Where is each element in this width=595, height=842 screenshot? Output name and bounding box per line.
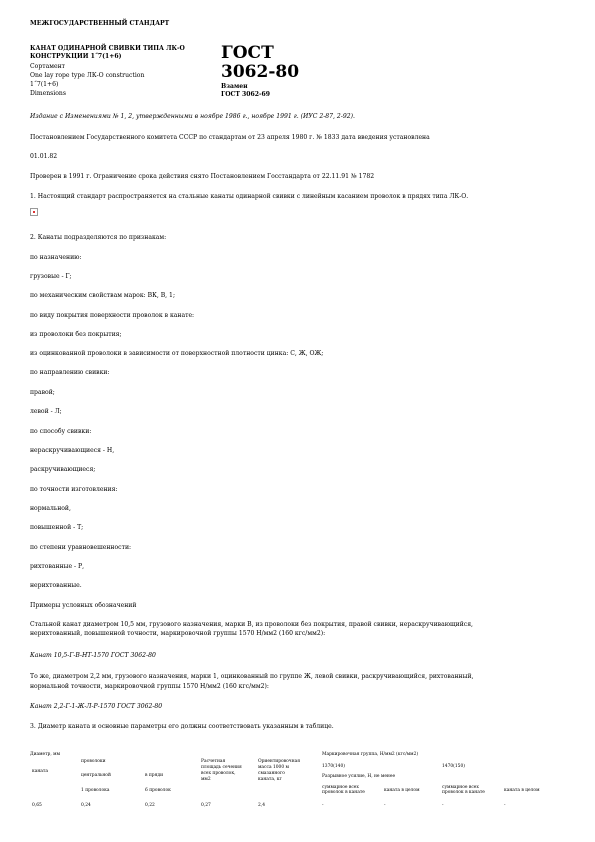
table-header-breaking-force: Разрывное усилие, Н, не менее (322, 774, 396, 779)
title-ru-subtitle: Сортамент (30, 63, 66, 70)
table-header-sum-1470-a: суммарное всех (442, 785, 479, 790)
examples-heading: Примеры условных обозначений (30, 602, 137, 609)
replace-label: Взамен (221, 83, 248, 90)
table-header-central: центральной (81, 773, 111, 778)
table-header-diameter: Диаметр, мм (30, 752, 60, 757)
list-item: раскручивающиеся; (30, 466, 96, 473)
list-item: по точности изготовления: (30, 486, 118, 493)
table-cell: 0,24 (81, 803, 91, 808)
list-item: по механическим свойствам марок: ВК, В, 1; (30, 292, 175, 299)
table-cell: - (504, 803, 506, 808)
table-header-1370: 1370(140) (322, 764, 345, 769)
table-header-sum-1470-b: проволок в канате (442, 790, 485, 795)
example-2-designation: Канат 2,2-Г-1-Ж-Л-Р-1570 ГОСТ 3062-80 (30, 703, 163, 710)
clause-1: 1. Настоящий стандарт распространяется на стальные канаты одинарной свивки с линейным касанием проволок в прядях типа ЛК-О. (30, 193, 469, 200)
table-cell: 2,4 (258, 803, 265, 808)
verification-note: Проверен в 1991 г. Ограничение срока действия снято Постановлением Госстандарта от 22.11.91 № 1782 (30, 173, 375, 180)
table-cell: 0,27 (201, 803, 211, 808)
list-item: из оцинкованной проволоки в зависимости от поверхностной плотности цинка: С, Ж, ОЖ; (30, 350, 324, 357)
table-cell: 0,65 (32, 803, 42, 808)
list-item: грузовые - Г; (30, 273, 72, 280)
resolution-date: 01.01.82 (30, 153, 58, 160)
table-header-rope-whole-1470: каната в целом (504, 788, 540, 793)
table-header-mass-1: Ориентировочная (258, 759, 301, 764)
list-item: нерихтованные. (30, 582, 82, 589)
table-header-area-4: мм2 (201, 777, 211, 782)
broken-image-icon (30, 208, 38, 216)
table-header-sum-1370-b: проволок в канате (322, 790, 365, 795)
table-header-six-wires: 6 проволок (145, 788, 171, 793)
example-1-designation: Канат 10,5-Г-В-НТ-1570 ГОСТ 3062-80 (30, 652, 156, 659)
table-header-area-1: Расчетная (201, 759, 226, 764)
example-2-text-cont: нормальной точности, маркировочной группы 1570 Н/мм2 (160 кгс/мм2): (30, 683, 269, 690)
table-header-in-strand: в пряди (145, 773, 164, 778)
table-header-rope-whole-1370: каната в целом (384, 788, 420, 793)
clause-3: 3. Диаметр каната и основные параметры его должны соответствовать указанным в таблице. (30, 723, 334, 730)
edition-note: Издание с Изменениями № 1, 2, утвержденными в ноябре 1986 г., ноябре 1991 г. (ИУС 2-87, 2-92). (30, 113, 355, 120)
table-header-area-2: площадь сечения (201, 765, 242, 770)
example-1-text-cont: нерихтованный, повышенной точности, маркировочной группы 1570 Н/мм2 (160 кгс/мм2): (30, 630, 326, 637)
title-en-line-3: Dimensions (30, 90, 66, 97)
title-ru-line-1: КАНАТ ОДИНАРНОЙ СВИВКИ ТИПА ЛК-О (30, 45, 185, 52)
example-1-text: Стальной канат диаметром 10,5 мм, грузового назначения, марки В, из проволоки без покрытия, правой свивки, нераскручивающийся, (30, 621, 473, 628)
table-header-mass-2: масса 1000 м (258, 765, 289, 770)
resolution-text: Постановлением Государственного комитета СССР по стандартам от 23 апреля 1980 г. № 1833 дата введения установлена (30, 134, 430, 141)
table-header-one-wire: 1 проволока (81, 788, 110, 793)
table-header-1470: 1470(150) (442, 764, 465, 769)
table-header-mass-4: каната, кг (258, 777, 282, 782)
list-item: рихтованные - Р, (30, 563, 85, 570)
table-cell: 0,22 (145, 803, 155, 808)
replace-value: ГОСТ 3062-69 (221, 91, 270, 98)
list-item: нормальной, (30, 505, 71, 512)
list-item: правой; (30, 389, 55, 396)
list-item: из проволоки без покрытия; (30, 331, 122, 338)
table-header-sum-1370-a: суммарное всех (322, 785, 359, 790)
gost-number: 3062-80 (221, 62, 300, 82)
example-2-text: То же, диаметром 2,2 мм, грузового назначения, марки 1, оцинкованный по группе Ж, левой свивки, раскручивающийся, рихтованный, (30, 673, 474, 680)
list-item: по виду покрытия поверхности проволок в канате: (30, 312, 195, 319)
table-header-wire: проволоки (81, 759, 106, 764)
table-header-mass-3: смазанного (258, 771, 285, 776)
table-cell: - (442, 803, 444, 808)
list-item: по способу свивки: (30, 428, 92, 435)
title-en-line-1: One lay rope type ЛК-О construction (30, 72, 145, 79)
table-header-group: Маркировочная группа, Н/мм2 (кгс/мм2) (322, 752, 419, 757)
list-item: по направлению свивки: (30, 369, 110, 376)
table-header-rope: каната (32, 769, 48, 774)
list-item: нераскручивающиеся - Н, (30, 447, 115, 454)
list-item: левой - Л; (30, 408, 62, 415)
table-cell: - (384, 803, 386, 808)
table-cell: - (322, 803, 324, 808)
list-item: по назначению: (30, 254, 82, 261)
table-header-area-3: всех проволок, (201, 771, 236, 776)
title-en-line-2: 1˝7(1+6) (30, 81, 59, 88)
list-item: повышенной - Т; (30, 524, 84, 531)
title-ru-line-2: КОНСТРУКЦИИ 1˝7(1+6) (30, 53, 122, 60)
gost-label: ГОСТ (221, 43, 274, 63)
list-item: по степени уравновешенности: (30, 544, 132, 551)
document-header: МЕЖГОСУДАРСТВЕННЫЙ СТАНДАРТ (30, 20, 170, 27)
clause-2: 2. Канаты подразделяются по признакам: (30, 234, 167, 241)
